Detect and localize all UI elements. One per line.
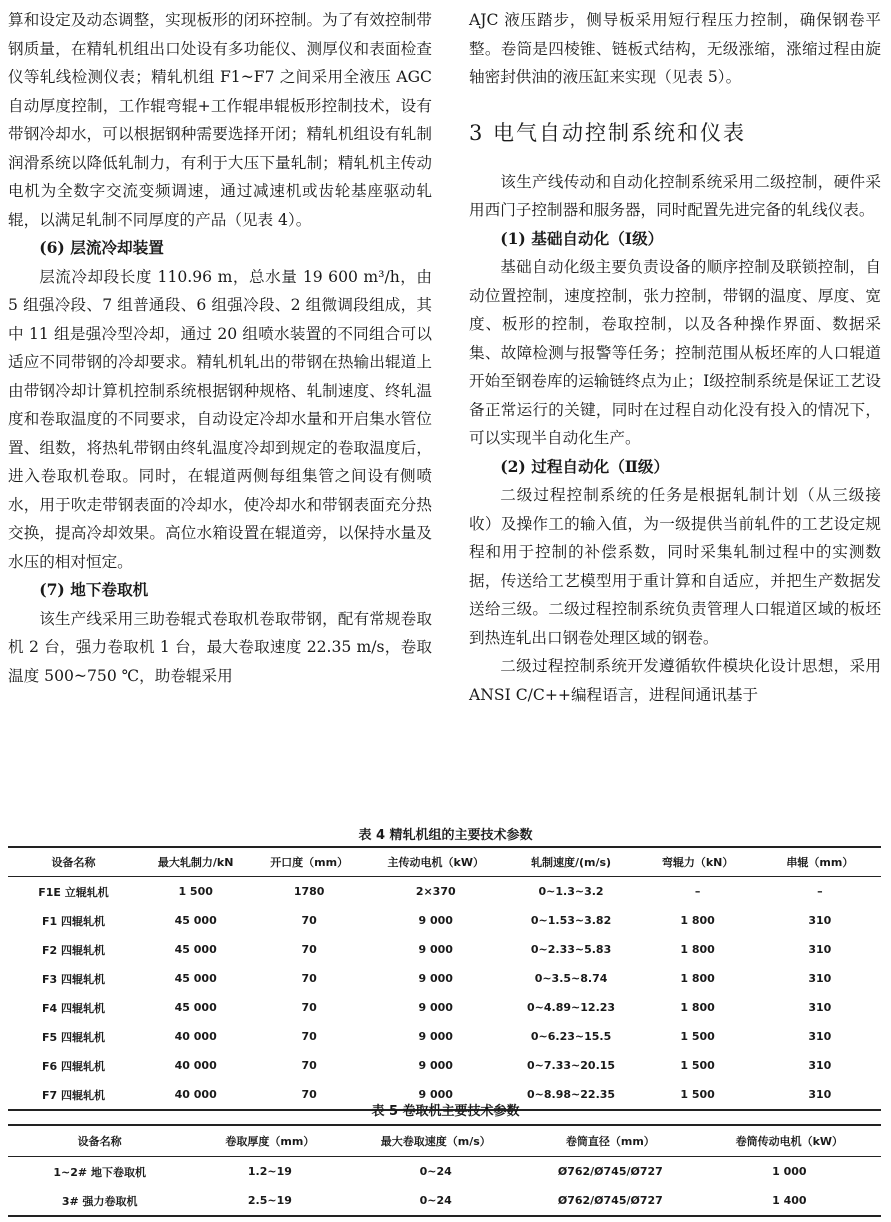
table-cell: 1 500 bbox=[680, 1059, 715, 1072]
table-cell: 310 bbox=[808, 914, 832, 927]
table4-header: 开口度（mm） bbox=[252, 847, 365, 877]
table5-header: 设备名称 bbox=[8, 1125, 191, 1157]
table-cell: 1 500 bbox=[680, 1088, 715, 1101]
table-cell: 9 000 bbox=[418, 943, 453, 956]
subheading-laminar-cooling: (6) 层流冷却装置 bbox=[39, 238, 164, 257]
table-cell: 40 000 bbox=[174, 1030, 217, 1043]
table-row bbox=[8, 1157, 881, 1187]
subheading-downcoiler: (7) 地下卷取机 bbox=[39, 580, 149, 599]
table-cell: 0~1.53~3.82 bbox=[530, 914, 612, 927]
table-row bbox=[8, 964, 881, 993]
paragraph-basic-automation: 基础自动化级主要负责设备的顺序控制及联锁控制，自动位置控制，速度控制，张力控制，带钢的温度、厚度、宽度、板形的控制，卷取控制，以及各种操作界面、数据采集、故障检测与报警等任务；控制范围从板坯库的人口辊道开始至钢卷库的运输链终点为止；Ⅰ级控制系统是保证工艺设备正常运行的关键，同时在过程自动化没有投入的情况下，可以实现半自动化生产。 bbox=[469, 258, 881, 447]
table-cell: 70 bbox=[301, 1001, 317, 1014]
paragraph-software-design: 二级过程控制系统开发遵循软件模块化设计思想，采用 ANSI C/C++编程语言，进程间通讯基于 bbox=[469, 657, 881, 704]
table-cell: 1 800 bbox=[680, 943, 715, 956]
table-cell: F5 四辊轧机 bbox=[41, 1030, 105, 1044]
table-row bbox=[8, 906, 881, 935]
table-cell: 1 800 bbox=[680, 972, 715, 985]
paragraph-control-overview: 该生产线传动和自动化控制系统采用二级控制，硬件采用西门子控制器和服务器，同时配置先进完备的轧线仪表。 bbox=[469, 172, 881, 219]
subheading-basic-automation: (1) 基础自动化（Ⅰ级） bbox=[500, 228, 664, 248]
right-column bbox=[469, 6, 881, 709]
table-cell: Ø762/Ø745/Ø727 bbox=[557, 1194, 663, 1207]
table-row bbox=[8, 1186, 881, 1216]
table-cell: 1 800 bbox=[680, 1001, 715, 1014]
table-cell: 310 bbox=[808, 1001, 832, 1014]
table-cell: 0~4.89~12.23 bbox=[527, 1001, 616, 1014]
paragraph-coiler-cont: AJC 液压踏步，侧导板采用短行程压力控制，确保钢卷平整。卷筒是四棱锥、链板式结构，无级涨缩，涨缩过程由旋轴密封供油的液压缸来实现（见表 5）。 bbox=[469, 11, 881, 86]
left-column bbox=[8, 6, 432, 690]
table-row bbox=[8, 993, 881, 1022]
table-cell: 9 000 bbox=[418, 1001, 453, 1014]
table-cell: 45 000 bbox=[174, 943, 217, 956]
table4-header: 设备名称 bbox=[8, 847, 139, 877]
table-cell: F2 四辊轧机 bbox=[41, 943, 105, 957]
table-cell: 70 bbox=[301, 914, 317, 927]
table-cell: 70 bbox=[301, 1059, 317, 1072]
table-cell: 70 bbox=[301, 1030, 317, 1043]
table-cell: 1 000 bbox=[772, 1165, 807, 1178]
table5-coiler-params bbox=[8, 1124, 881, 1217]
table-cell: 2.5~19 bbox=[247, 1194, 292, 1207]
table-cell: 70 bbox=[301, 1088, 317, 1101]
table-cell: 310 bbox=[808, 943, 832, 956]
table4-header-row bbox=[8, 847, 881, 877]
table4-header: 轧制速度/(m/s) bbox=[506, 847, 637, 877]
table-cell: 0~24 bbox=[419, 1194, 452, 1207]
table5-header: 卷筒直径（mm） bbox=[523, 1125, 698, 1157]
table-cell: 2×370 bbox=[415, 885, 456, 898]
table-cell: 0~6.23~15.5 bbox=[530, 1030, 612, 1043]
table-cell: 9 000 bbox=[418, 914, 453, 927]
table-cell: 310 bbox=[808, 972, 832, 985]
table-cell: 310 bbox=[808, 1088, 832, 1101]
table-cell: F7 四辊轧机 bbox=[41, 1088, 105, 1102]
table4-header: 最大轧制力/kN bbox=[139, 847, 252, 877]
table-cell: 1 500 bbox=[680, 1030, 715, 1043]
table-cell: 0~24 bbox=[419, 1165, 452, 1178]
table-cell: F6 四辊轧机 bbox=[41, 1059, 105, 1073]
table4-header: 弯辊力（kN） bbox=[637, 847, 759, 877]
paragraph-process-automation: 二级过程控制系统的任务是根据轧制计划（从三级接收）及操作工的输入值，为一级提供当前轧件的工艺设定规程和用于控制的补偿系数，同时采集轧制过程中的实测数据，传送给工艺模型用于重计算和自适应，并把生产数据发送给三级。二级过程控制系统负责管理人口辊道区域的板坯到热连轧出口钢卷处理区域的钢卷。 bbox=[469, 486, 881, 647]
table-cell: 1 400 bbox=[772, 1194, 807, 1207]
subheading-process-automation: (2) 过程自动化（Ⅱ级） bbox=[500, 456, 670, 476]
table-cell: 70 bbox=[301, 972, 317, 985]
table5-header-row bbox=[8, 1125, 881, 1157]
table-cell: 70 bbox=[301, 943, 317, 956]
table-row bbox=[8, 1022, 881, 1051]
table5-caption: 表 5 卷取机主要技术参数 bbox=[371, 1104, 520, 1119]
table-cell: 40 000 bbox=[174, 1088, 217, 1101]
table-cell: 45 000 bbox=[174, 1001, 217, 1014]
table5-header: 卷取厚度（mm） bbox=[191, 1125, 348, 1157]
paragraph-finishing-mill: 算和设定及动态调整，实现板形的闭环控制。为了有效控制带钢质量，在精轧机组出口处设有多功能仪、测厚仪和表面检查仪等轧线检测仪表；精轧机组 F1~F7 之间采用全液压 AGC 自动厚度控制，工作辊弯辊+工作辊串辊板形控制技术，设有带钢冷却水，可以根据钢种需要选择开闭；精轧机组设有轧制润滑系统以降低轧制力，有利于大压下量轧制；精轧机主传动电机为全数字交流变频调速，通过减速机或齿轮基座驱动轧辊，以满足轧制不同厚度的产品（见表 4）。 bbox=[8, 11, 432, 229]
table-cell: F3 四辊轧机 bbox=[41, 972, 105, 986]
table-cell: 45 000 bbox=[174, 972, 217, 985]
table-cell: 1 500 bbox=[178, 885, 213, 898]
table-cell: F4 四辊轧机 bbox=[41, 1001, 105, 1015]
table-cell: F1E 立辊轧机 bbox=[38, 885, 109, 899]
table-cell: 0~3.5~8.74 bbox=[534, 972, 608, 985]
table-cell: 1780 bbox=[293, 885, 325, 898]
table-cell: 9 000 bbox=[418, 972, 453, 985]
table4-header: 串辊（mm） bbox=[759, 847, 881, 877]
table4-caption: 表 4 精轧机组的主要技术参数 bbox=[358, 828, 533, 843]
table-cell: 1.2~19 bbox=[247, 1165, 292, 1178]
table-cell: Ø762/Ø745/Ø727 bbox=[557, 1165, 663, 1178]
table5-header: 卷筒传动电机（kW） bbox=[698, 1125, 881, 1157]
table-row bbox=[8, 935, 881, 964]
table-cell: 9 000 bbox=[418, 1059, 453, 1072]
table-row bbox=[8, 877, 881, 907]
table-cell: F1 四辊轧机 bbox=[41, 914, 105, 928]
table-cell: 0~8.98~22.35 bbox=[527, 1088, 616, 1101]
table-cell: 1~2# 地下卷取机 bbox=[53, 1165, 146, 1179]
section-heading-electrical: 3 电气自动控制系统和仪表 bbox=[469, 120, 747, 145]
table4-finishing-mill-params bbox=[8, 846, 881, 1111]
table-cell: 3# 强力卷取机 bbox=[61, 1194, 138, 1208]
paragraph-downcoiler: 该生产线采用三助卷辊式卷取机卷取带钢，配有常规卷取机 2 台，强力卷取机 1 台，最大卷取速度 22.35 m/s，卷取温度 500~750 ℃，助卷辊采用 bbox=[8, 609, 432, 685]
paragraph-laminar-cooling: 层流冷却段长度 110.96 m，总水量 19 600 m³/h，由 5 组强冷段、7 组普通段、6 组强冷段、2 组微调段组成，其中 11 组是强冷型冷却，通过 20 组喷水装置的不同组合可以适应不同带钢的冷却要求。精轧机轧出的带钢在热输出辊道上由带钢冷却计算机控制系统根据钢种规格、轧制速度、终轧温度和卷取温度的不同要求，自动设定冷却水量和开启集水管位置、组数，将热轧带钢由终轧温度冷却到规定的卷取温度后，进入卷取机卷取。同时，在辊道两侧每组集管之间设有侧喷水，用于吹走带钢表面的冷却水，使冷却水和带钢表面充分热交换，提高冷却效果。高位水箱设置在辊道旁，以保持水量及水压的相对恒定。 bbox=[8, 267, 432, 571]
table-cell: – bbox=[694, 885, 701, 898]
table-cell: 310 bbox=[808, 1030, 832, 1043]
table-cell: 0~1.3~3.2 bbox=[538, 885, 604, 898]
table-cell: – bbox=[817, 885, 823, 898]
table-cell: 9 000 bbox=[418, 1030, 453, 1043]
table-cell: 0~7.33~20.15 bbox=[527, 1059, 616, 1072]
table-cell: 1 800 bbox=[680, 914, 715, 927]
table-cell: 0~2.33~5.83 bbox=[530, 943, 612, 956]
table5-header: 最大卷取速度（m/s） bbox=[348, 1125, 523, 1157]
table-cell: 310 bbox=[808, 1059, 832, 1072]
table-cell: 40 000 bbox=[174, 1059, 217, 1072]
table4-header: 主传动电机（kW） bbox=[366, 847, 506, 877]
table-cell: 9 000 bbox=[418, 1088, 453, 1101]
table-row bbox=[8, 1051, 881, 1080]
table-cell: 45 000 bbox=[174, 914, 217, 927]
